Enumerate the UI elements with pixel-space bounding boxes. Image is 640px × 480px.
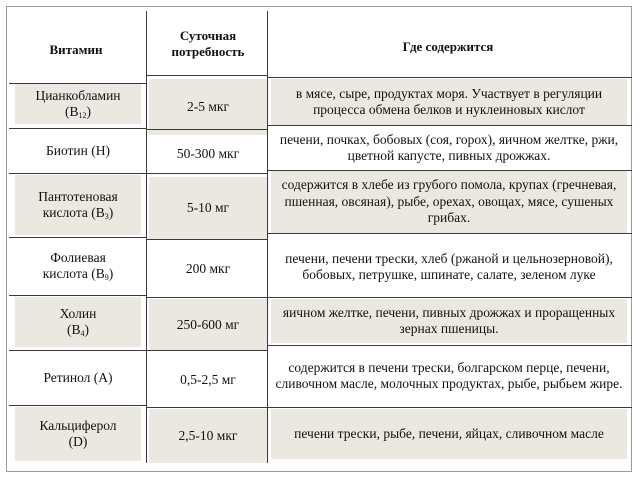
vline-2 <box>267 11 268 463</box>
hline-col2-3 <box>147 173 267 174</box>
header-vitamin: Витамин <box>49 42 103 58</box>
hline-col2-1 <box>147 75 267 76</box>
hline-col1-3 <box>9 173 146 174</box>
hline-col1-5 <box>9 295 146 296</box>
hline-col3-6 <box>268 345 632 346</box>
hline-col1-6 <box>9 350 146 351</box>
hline-col1-1 <box>9 83 146 84</box>
row-6-vitamin: Ретинол (А) <box>43 369 113 385</box>
hline-col3-1 <box>268 77 632 78</box>
vline-1 <box>146 11 147 463</box>
hline-col2-5 <box>147 297 267 298</box>
hline-col2-6 <box>147 350 267 351</box>
row-4-source: печени, печени трески, хлеб (ржаной и цельнозерновой), бобовых, петрушке, шпинате, салате, зеленом луке <box>285 250 613 282</box>
row-5-need: 250-600 мг <box>149 299 267 351</box>
hline-col2-2 <box>147 129 267 130</box>
hline-col3-2 <box>268 125 632 126</box>
hline-col3-3 <box>268 170 632 171</box>
row-3-source: содержится в хлебе из грубого помола, крупах (гречневая, пшенная, овсяная), рыбе, орехах, овощах, мясе, сушеных грибах. <box>271 171 627 233</box>
row-1-source: в мясе, сыре, продуктах моря. Участвует в регуляции процесса обмена белков и нуклеиновых кислот <box>271 79 627 125</box>
row-1-need: 2-5 мкг <box>149 79 267 135</box>
row-6-need: 0,5-2,5 мг <box>180 371 236 387</box>
hline-col3-4 <box>268 233 632 234</box>
row-4-vitamin: Фолиевая кислота $(В_9)$ <box>42 249 114 282</box>
row-5-source: яичном желтке, печени, пивных дрожжах и проращенных зернах пшеницы. <box>271 299 627 343</box>
row-4-need: 200 мкг <box>185 260 231 276</box>
row-7-source: печени трески, рыбе, печени, яйцах, сливочном масле <box>271 409 627 459</box>
hline-col3-7 <box>268 407 632 408</box>
row-6-source: содержится в печени трески, болгарском перце, печени, сливочном масле, молочных продуктах, рыбе, рыбьем жире. <box>275 359 623 391</box>
hline-col3-5 <box>268 297 632 298</box>
row-1-vitamin: Цианкобламин $(В_{12})$ <box>15 84 141 124</box>
row-3-vitamin: Пантотеновая кислота $(В_3)$ <box>15 175 141 235</box>
row-2-vitamin: Биотин (Н) <box>45 142 110 158</box>
row-2-need: 50-300 мкг <box>176 145 240 161</box>
hline-col1-4 <box>9 237 146 238</box>
vitamin-table <box>6 6 632 472</box>
header-source: Где содержится <box>402 39 494 55</box>
header-need: Суточная потребность <box>171 28 245 59</box>
row-7-need: 2,5-10 мкг <box>149 409 267 463</box>
hline-col2-7 <box>147 407 267 408</box>
row-7-vitamin: Кальциферол (D) <box>15 407 141 461</box>
row-2-source: печени, почках, бобовых (соя, горох), яичном желтке, ржи, цветной капусте, пивных дрожжах. <box>279 131 619 163</box>
row-3-need: 5-10 мг <box>149 177 267 239</box>
hline-col2-4 <box>147 239 267 240</box>
row-5-vitamin: Холин $(В_4)$ <box>15 297 141 347</box>
hline-col1-7 <box>9 405 146 406</box>
hline-col1-2 <box>9 128 146 129</box>
